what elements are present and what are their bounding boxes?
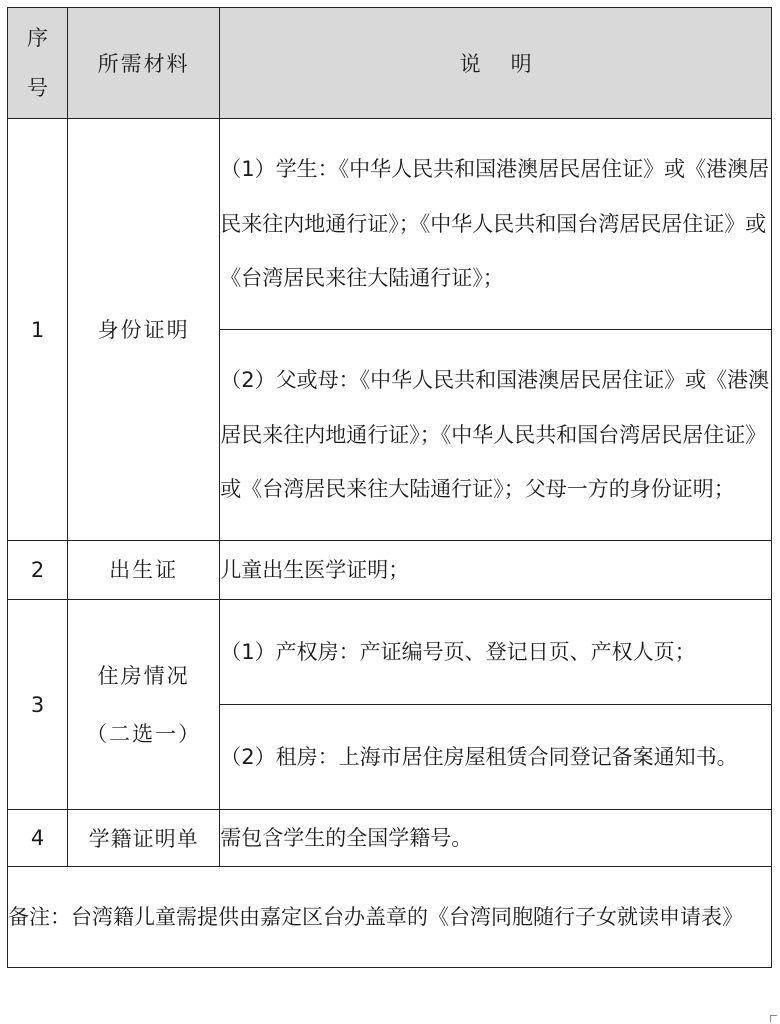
row-description: 需包含学生的全国学籍号。	[220, 810, 772, 867]
row-number: 2	[8, 541, 68, 600]
header-no-line1: 序	[27, 26, 49, 50]
row-number: 4	[8, 810, 68, 867]
table-note: 备注：台湾籍儿童需提供由嘉定区台办盖章的《台湾同胞随行子女就读申请表》	[8, 867, 772, 968]
row-description: （1）学生：《中华人民共和国港澳居民居住证》或《港澳居民来往内地通行证》；《中华人民共和国台湾居民居住证》或《台湾居民来往大陆通行证》；	[220, 119, 772, 330]
header-no-line2: 号	[27, 76, 49, 100]
header-row	[8, 8, 772, 119]
table-body	[8, 119, 772, 968]
header-description-label: 说明	[459, 52, 562, 76]
table-row	[8, 541, 772, 600]
table-row	[8, 119, 772, 330]
row-description: （2）租房：上海市居住房屋租赁合同登记备案通知书。	[220, 705, 772, 810]
row-number: 3	[8, 600, 68, 810]
row-description: 儿童出生医学证明；	[220, 541, 772, 600]
table-row	[8, 600, 772, 705]
row-number: 1	[8, 119, 68, 541]
page-corner-mark	[770, 1015, 777, 1022]
row-material: 学籍证明单	[68, 810, 220, 867]
materials-table	[7, 7, 772, 968]
table-header	[8, 8, 772, 119]
row-material: 出生证	[68, 541, 220, 600]
header-description	[220, 8, 772, 119]
row-material-label: 住房情况	[97, 663, 190, 688]
row-description: （2）父或母：《中华人民共和国港澳居民居住证》或《港澳居民来往内地通行证》；《中华人民共和国台湾居民居住证》或《台湾居民来往大陆通行证》；父母一方的身份证明；	[220, 330, 772, 541]
table-row	[8, 810, 772, 867]
row-material	[68, 600, 220, 810]
note-row	[8, 867, 772, 968]
row-description: （1）产权房：产证编号页、登记日页、产权人页；	[220, 600, 772, 705]
header-no	[8, 8, 68, 119]
row-material-note: （二选一）	[86, 721, 202, 746]
row-material: 身份证明	[68, 119, 220, 541]
header-materials: 所需材料	[68, 8, 220, 119]
